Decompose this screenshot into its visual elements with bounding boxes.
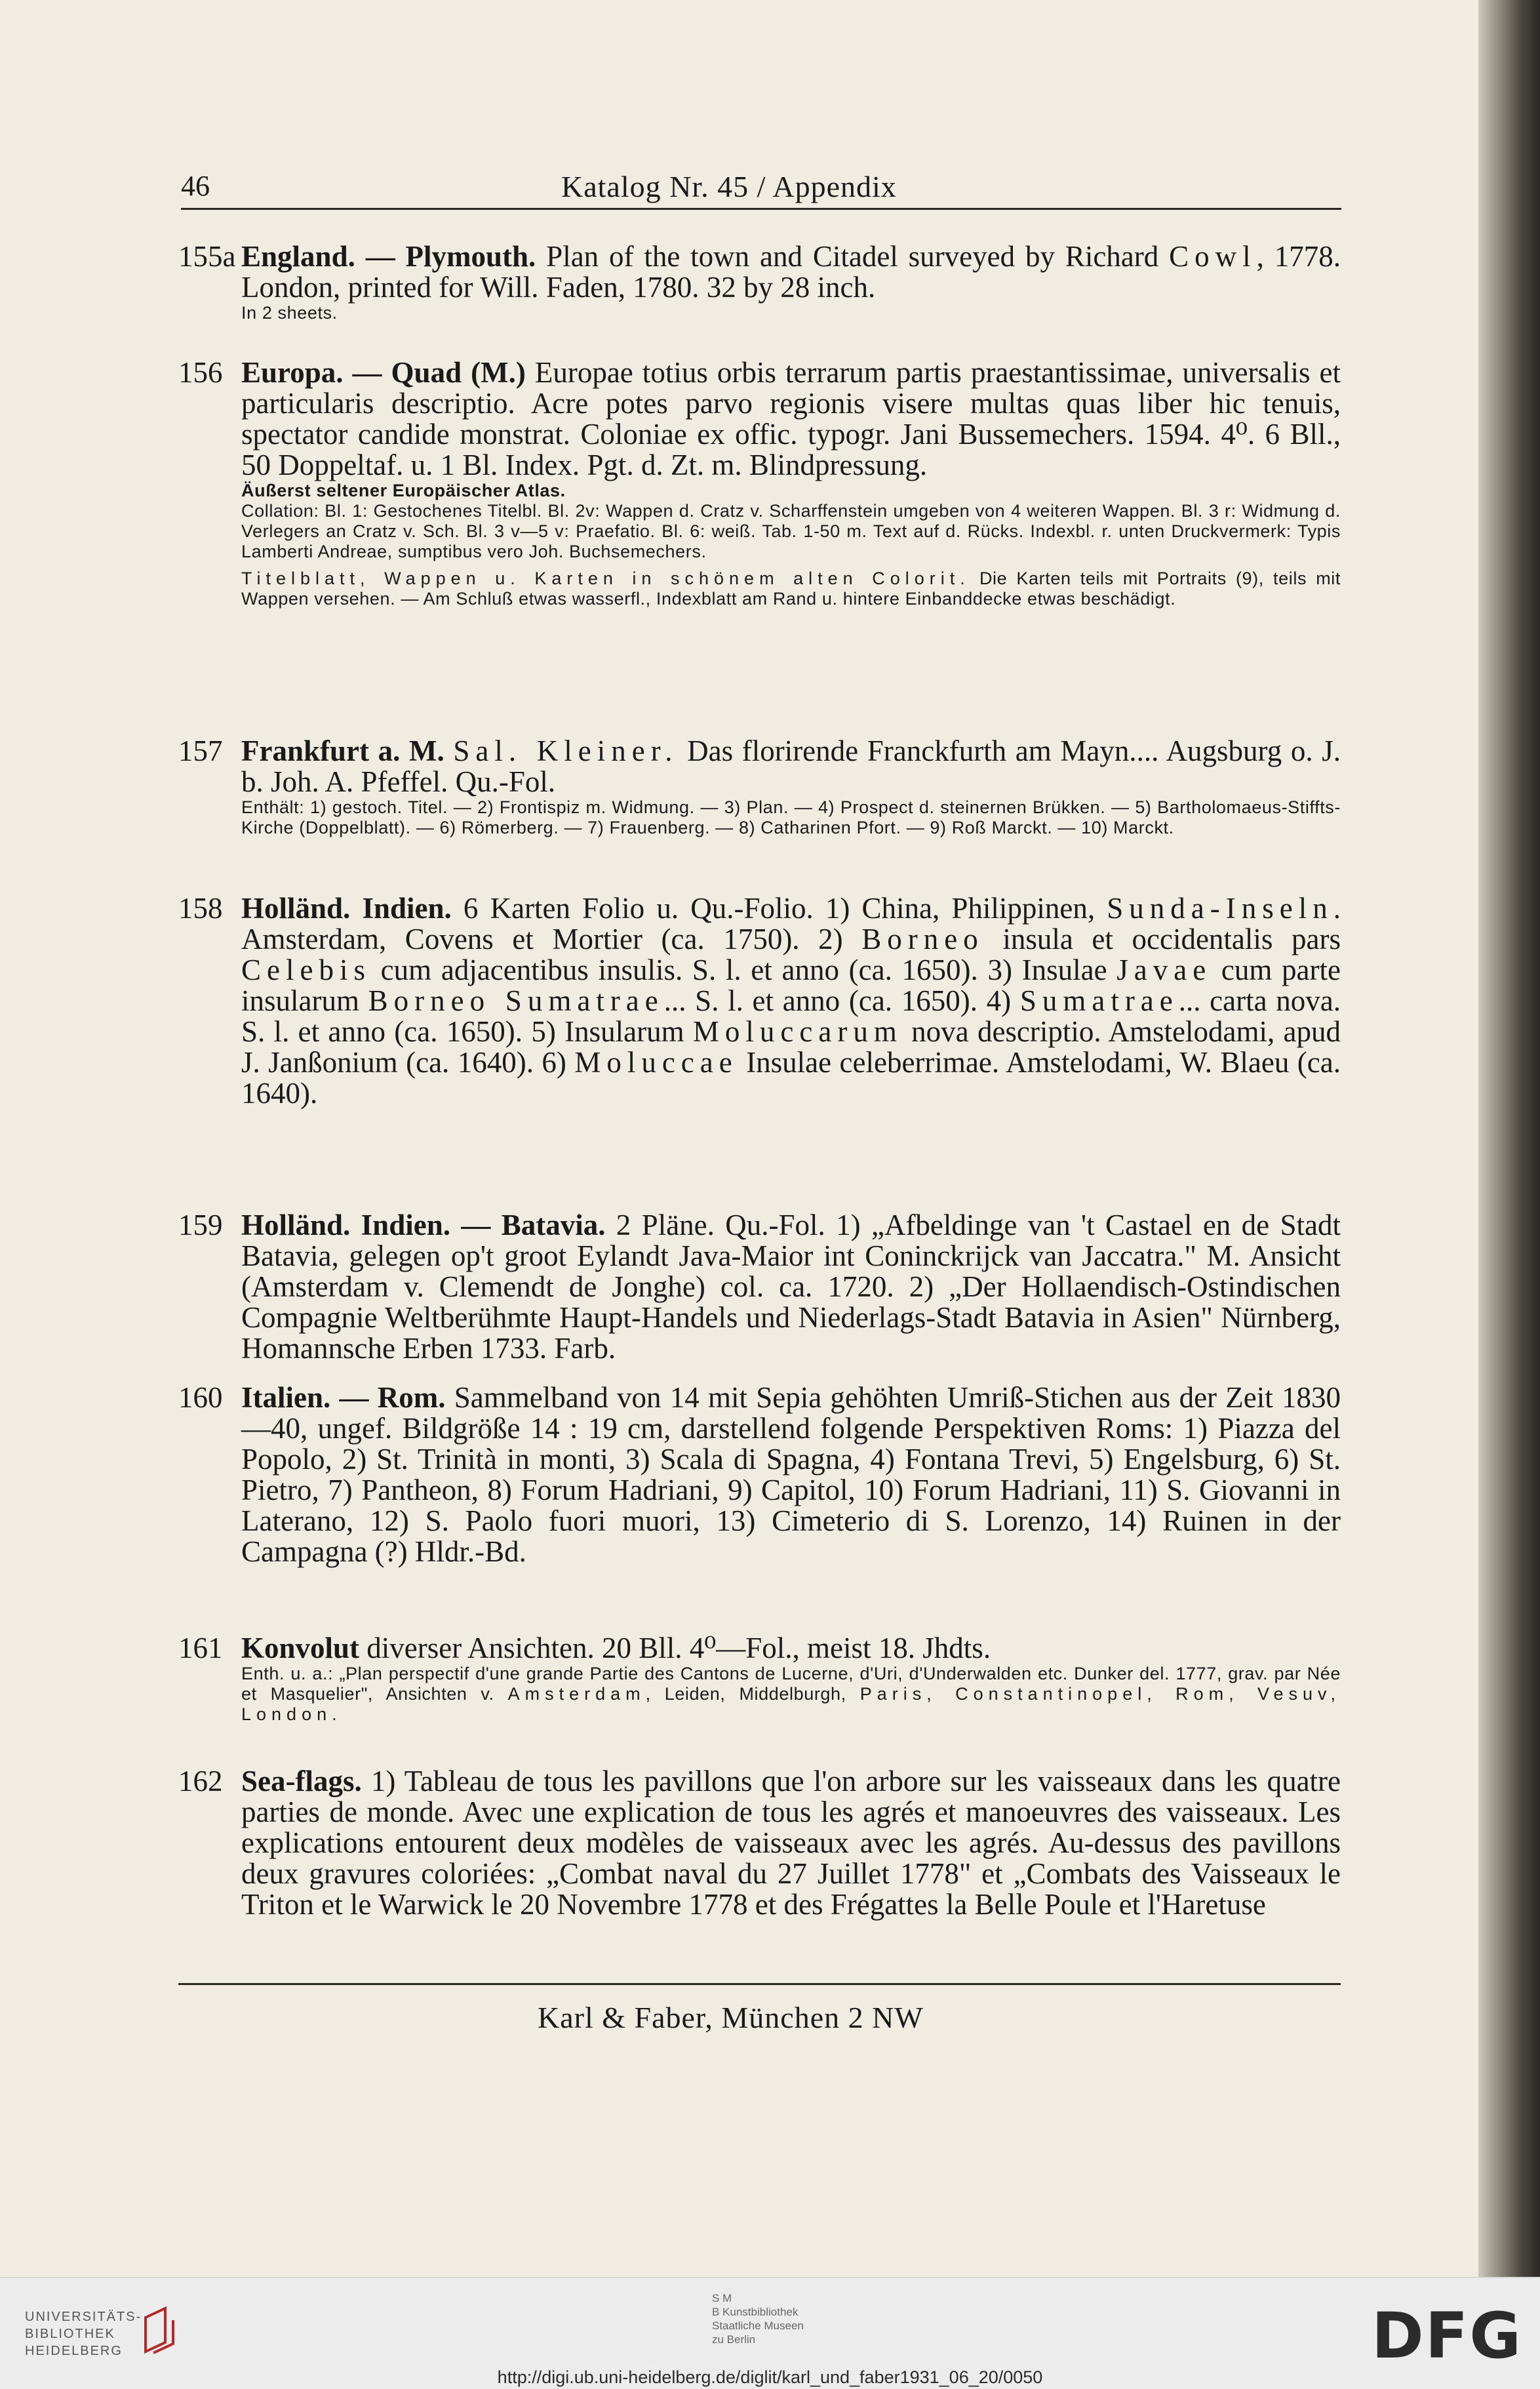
entry-collation: Collation: Bl. 1: Gestochenes Titelbl. Bl. 2v: Wappen d. Cratz v. Scharffenstein umgeben von 4 weiteren Wappen. Bl. 3 r: Widmung d. Verlegers an Cratz v. Sch. Bl. 3 v—5 v: Praefatio. Bl. 6: weiß. Tab. 1-50 m. Text auf d. Rücks. Indexbl. r. unten Druckvermerk: Typis Lamberti Andreae, sumptibus vero Joh. Buchsemechers. [241,501,1341,561]
entry-condition: Titelblatt, Wappen u. Karten in schönem alten Colorit. Die Karten teils mit Portraits (9), teils mit Wappen versehen. — Am Schluß etwas wasserfl., Indexblatt am Rand u. hintere Einbanddecke etwas beschädigt. [241,569,1341,609]
catalog-entry-157 [178,736,1341,838]
digitization-bar [0,2277,1540,2389]
entry-heading: Holländ. Indien. — Batavia. [241,1209,606,1241]
entry-heading: England. — Plymouth. [241,240,536,273]
publisher-footer: Karl & Faber, München 2 NW [538,2001,924,2034]
entry-text: Italien. — Rom. Sammelband von 14 mit Sepia gehöhten Umriß-Stichen aus der Zeit 1830—40, ungef. Bildgröße 14 : 19 cm, darstellend folgende Perspektiven Roms: 1) Piazza del Popolo, 2) St. Trinità in monti, 3) Scala di Spagna, 4) Fontana Trevi, 5) Engelsburg, 6) St. Pietro, 7) Pantheon, 8) Forum Hadriani, 9) Capitol, 10) Forum Hadriani, 11) S. Giovanni in Laterano, 12) S. Paolo fuori muori, 13) Cimeterio di S. Lorenzo, 14) Ruinen in der Campagna (?) Hldr.-Bd. [241,1381,1341,1568]
header-rule [181,208,1341,210]
entry-number: 160 [178,1381,223,1414]
dfg-logo: DFG [1372,2299,1523,2373]
entry-text: Holländ. Indien. — Batavia. 2 Pläne. Qu.-Fol. 1) „Afbeldinge van 't Castael en de Stadt Batavia, gelegen op't groot Eylandt Java-Maior int Coninckrijck van Jaccatra." M. Ansicht (Amsterdam v. Clemendt de Jonghe) col. ca. 1720. 2) „Der Hollaendisch-Ostindischen Compagnie Weltberühmte Haupt-Handels und Niederlags-Stadt Batavia in Asien" Nürnberg, Homannsche Erben 1733. Farb. [241,1209,1341,1365]
page-number: 46 [181,170,210,202]
page-header [181,165,1341,207]
catalog-entry-162 [178,1766,1341,1920]
entry-text: Holländ. Indien. 6 Karten Folio u. Qu.-Folio. 1) China, Philippinen, Sunda-Inseln. Amsterdam, Covens et Mortier (ca. 1750). 2) Borneo insula et occidentalis pars Celebis cum adjacentibus insulis. S. l. et anno (ca. 1650). 3) Insulae Javae cum parte insularum Borneo Sumatrae... S. l. et anno (ca. 1650). 4) Sumatrae... carta nova. S. l. et anno (ca. 1650). 5) Insularum Moluccarum nova descriptio. Amstelodami, apud J. Janßonium (ca. 1640). 6) Moluccae Insulae celeberrimae. Amstelodami, W. Blaeu (ca. 1640). [241,892,1341,1110]
catalog-entry-160 [178,1382,1341,1567]
entry-note-highlight: Äußerst seltener Europäischer Atlas. [241,481,566,500]
catalog-entry-161 [178,1633,1341,1725]
entry-text: Europa. — Quad (M.) Europae totius orbis terrarum partis praestantissimae, universalis et particularis descriptio. Acre potes parvo regionis visere multas quas liber hic tenuis, spectator candide monstrat. Coloniae ex offic. typogr. Jani Bussemechers. 1594. 4⁰. 6 Bll., 50 Doppeltaf. u. 1 Bl. Index. Pgt. d. Zt. m. Blindpressung. [241,356,1341,481]
entry-heading: Konvolut [241,1632,360,1664]
smb-logo: S M B Kunstbibliothek Staatliche Museen zu Berlin [712,2292,804,2346]
book-spine-shadow [1478,0,1540,2277]
entry-number: 158 [178,892,223,925]
entry-note: Enthält: 1) gestoch. Titel. — 2) Frontispiz m. Widmung. — 3) Plan. — 4) Prospect d. steinernen Brükken. — 5) Bartholomaeus-Stiffts-Kirche (Doppelblatt). — 6) Römerberg. — 7) Frauenberg. — 8) Catharinen Pfort. — 9) Roß Marckt. — 10) Marckt. [241,797,1341,837]
catalog-entry-155a [178,241,1341,323]
library-logo-text: UNIVERSITÄTS- BIBLIOTHEK HEIDELBERG [25,2310,142,2358]
running-title: Katalog Nr. 45 / Appendix [561,170,897,203]
entry-note: Enth. u. a.: „Plan perspectif d'une grande Partie des Cantons de Lucerne, d'Uri, d'Underwalden etc. Dunker del. 1777, grav. par Née et Masquelier", Ansichten v. Amsterdam, Leiden, Middelburgh, Paris, Constantinopel, Rom, Vesuv, London. [241,1664,1341,1724]
entry-heading: Europa. — Quad (M.) [241,356,526,389]
catalog-entry-156 [178,357,1341,609]
entry-text: England. — Plymouth. Plan of the town and Citadel surveyed by Richard Cowl, 1778. London, printed for Will. Faden, 1780. 32 by 28 inch. [241,240,1341,304]
entry-text: Frankfurt a. M. Sal. Kleiner. Das florirende Franckfurth am Mayn.... Augsburg o. J. b. Joh. A. Pfeffel. Qu.-Fol. [241,734,1341,798]
entry-number: 156 [178,356,223,389]
entry-number: 155a [178,240,236,273]
library-logo-icon [139,2304,185,2357]
permalink-url[interactable]: http://digi.ub.uni-heidelberg.de/diglit/karl_und_faber1931_06_20/0050 [497,2367,1043,2387]
entry-heading: Sea-flags. [241,1765,362,1797]
entry-heading: Frankfurt a. M. [241,734,444,767]
catalog-entry-158 [178,893,1341,1109]
footer-rule [178,1983,1341,1985]
entry-heading: Holländ. Indien. [241,892,452,925]
catalog-entry-159 [178,1210,1341,1364]
entry-text: Sea-flags. 1) Tableau de tous les pavillons que l'on arbore sur les vaisseaux dans les quatre parties de monde. Avec une explication de tous les agrés et manoeuvres des vaisseaux. Les explications entourent deux modèles de vaisseaux avec les agrés. Au-dessus des pavillons deux gravures coloriées: „Combat naval du 27 Juillet 1778" et „Combats des Vaisseaux le Triton et le Warwick le 20 Novembre 1778 et des Frégattes la Belle Poule et l'Haretuse [241,1765,1341,1921]
entry-note: In 2 sheets. [241,303,338,323]
entry-number: 161 [178,1632,223,1664]
entry-number: 157 [178,734,223,767]
entry-number: 162 [178,1765,223,1797]
entry-heading: Italien. — Rom. [241,1381,446,1414]
entry-number: 159 [178,1209,223,1241]
entry-text: Konvolut diverser Ansichten. 20 Bll. 4⁰—Fol., meist 18. Jhdts. [241,1632,991,1664]
